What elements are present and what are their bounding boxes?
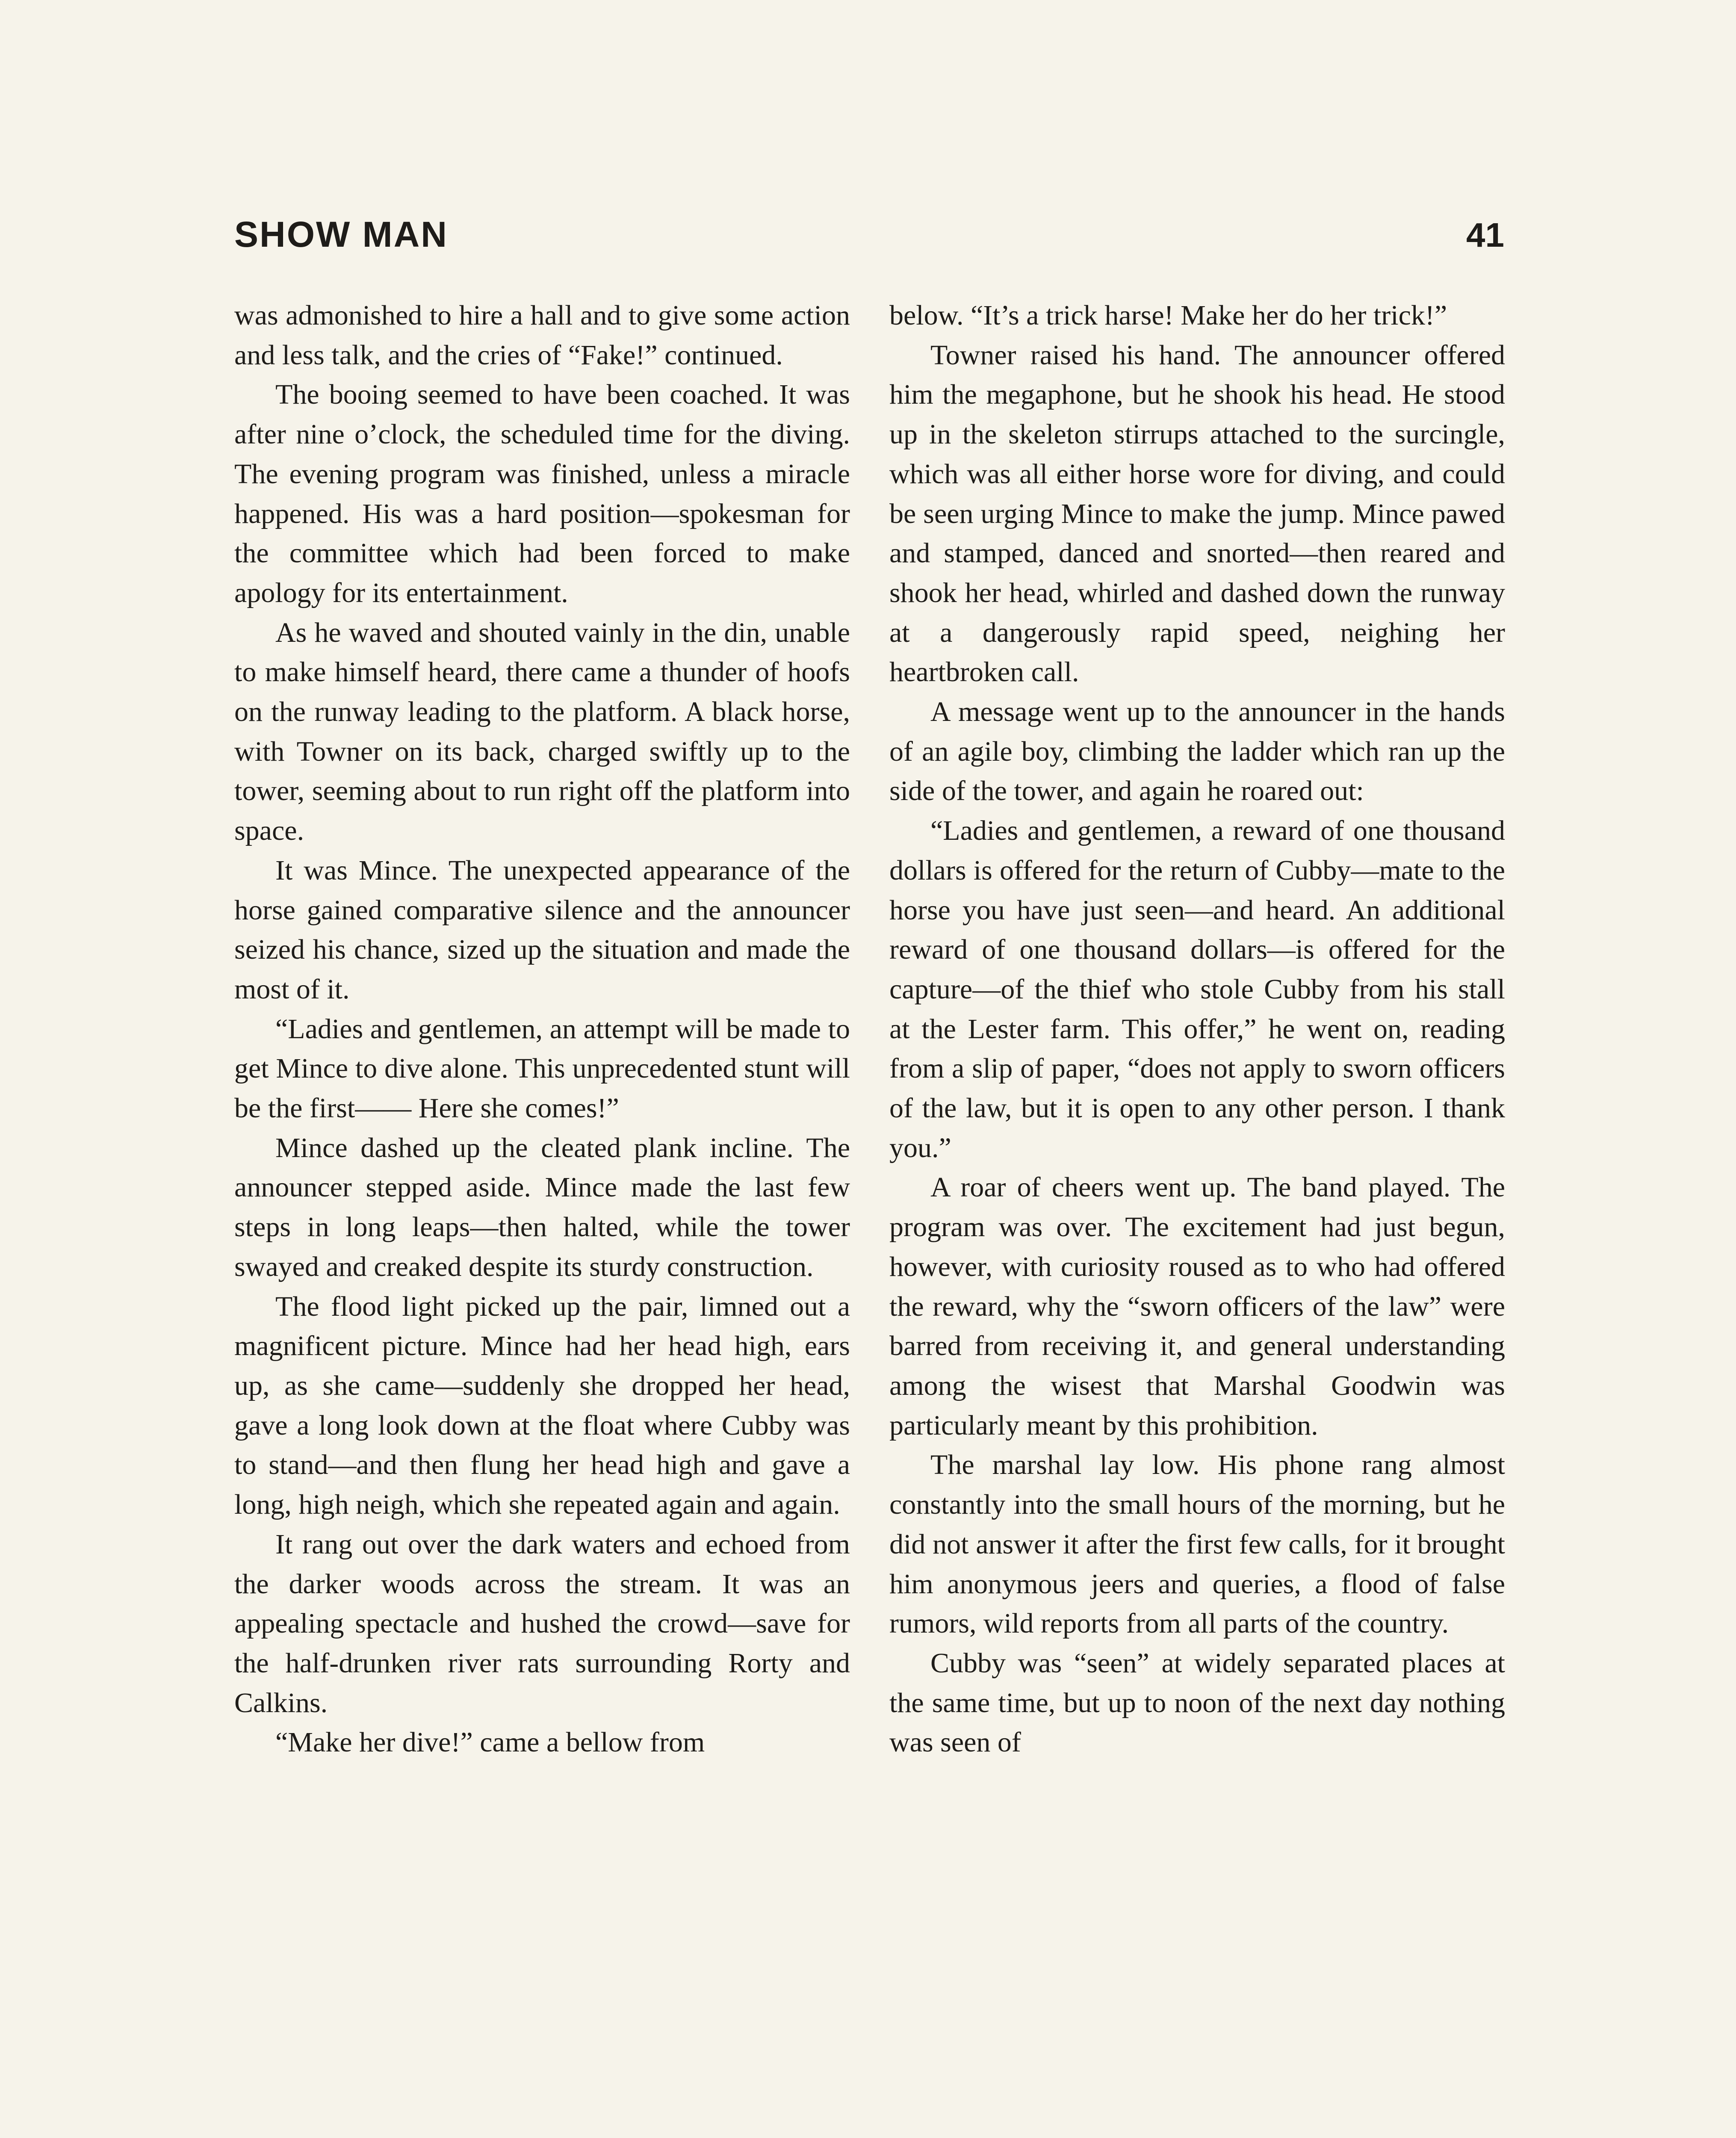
paragraph: A roar of cheers went up. The band played. The program was over. The excitement had just begun, however, with curiosity roused as to who had offered the reward, why the “sworn officers of the law” were barred from receiving it, and general understanding among the wisest that Marshal Goodwin was particularly meant by this prohibition. [889, 1172, 1505, 1441]
paragraph: As he waved and shouted vainly in the din, unable to make himself heard, there came a thunder of hoofs on the runway leading to the platform. A black horse, with Towner on its back, charged swiftly up to the tower, seeming about to run right off the platform into space. [234, 617, 850, 847]
paragraph: It was Mince. The unexpected appearance of the horse gained comparative silence and the announcer seized his chance, sized up the situation and made the most of it. [234, 854, 850, 1005]
left-text-column [234, 296, 850, 2138]
right-text-column [889, 296, 1505, 2138]
paragraph: below. “It’s a trick harse! Make her do her trick!” [889, 300, 1447, 331]
paragraph: A message went up to the announcer in the hands of an agile boy, climbing the ladder which ran up the side of the tower, and again he roared out: [889, 696, 1505, 807]
paragraph: The booing seemed to have been coached. It was after nine o’clock, the scheduled time for the diving. The evening program was finished, unless a miracle happened. His was a hard position—spokesman for the committee which had been forced to make apology for its entertainment. [234, 379, 850, 608]
paragraph: “Ladies and gentlemen, a reward of one thousand dollars is offered for the return of Cubby—mate to the horse you have just seen—and heard. An additional reward of one thousand dollars—is offered for the capture—of the thief who stole Cubby from his stall at the Lester farm. This offer,” he went on, reading from a slip of paper, “does not apply to sworn officers of the law, but it is open to any other person. I thank you.” [889, 815, 1505, 1163]
paragraph: “Ladies and gentlemen, an attempt will be made to get Mince to dive alone. This unprecedented stunt will be the first—— Here she comes!” [234, 1013, 850, 1124]
paragraph: It rang out over the dark waters and echoed from the darker woods across the stream. It was an appealing spectacle and hushed the crowd—save for the half-drunken river rats surrounding Rorty and Calkins. [234, 1528, 850, 1719]
paragraph: was admonished to hire a hall and to give some action and less talk, and the cries of “Fake!” continued. [234, 300, 850, 371]
running-title: SHOW MAN [234, 214, 448, 254]
page-number: 41 [1466, 216, 1504, 254]
paragraph: “Make her dive!” came a bellow from [275, 1727, 705, 1758]
paragraph: The marshal lay low. His phone rang almost constantly into the small hours of the morning, but he did not answer it after the first few calls, for it brought him anonymous jeers and queries, a flood of false rumors, wild reports from all parts of the country. [889, 1449, 1505, 1639]
paragraph: Mince dashed up the cleated plank incline. The announcer stepped aside. Mince made the last few steps in long leaps—then halted, while the tower swayed and creaked despite its sturdy construction. [234, 1132, 850, 1282]
paragraph: Cubby was “seen” at widely separated places at the same time, but up to noon of the next day nothing was seen of [889, 1647, 1505, 1758]
paragraph: The flood light picked up the pair, limned out a magnificent picture. Mince had her head high, ears up, as she came—suddenly she dropped her head, gave a long look down at the float where Cubby was to stand—and then flung her head high and gave a long, high neigh, which she repeated again and again. [234, 1290, 850, 1521]
running-head [234, 214, 1504, 261]
paragraph: Towner raised his hand. The announcer offered him the megaphone, but he shook his head. He stood up in the skeleton stirrups attached to the surcingle, which was all either horse wore for diving, and could be seen urging Mince to make the jump. Mince pawed and stamped, danced and snorted—then reared and shook her head, whirled and dashed down the runway at a dangerously rapid speed, neighing her heartbroken call. [889, 339, 1505, 688]
